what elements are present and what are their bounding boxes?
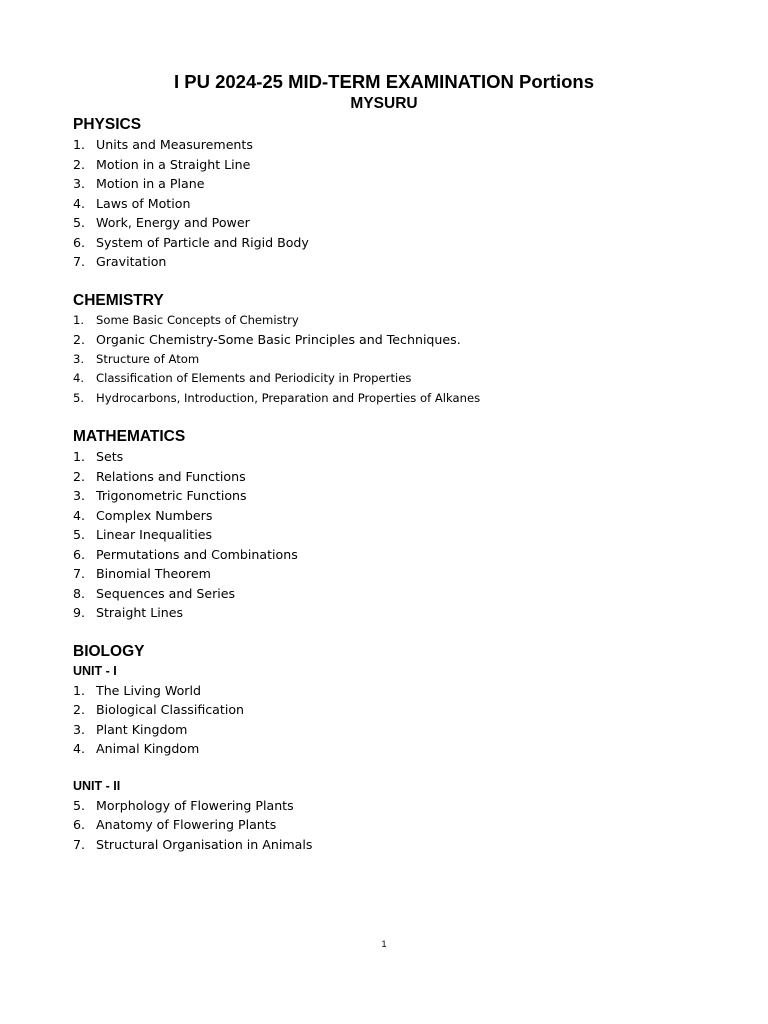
item-number: 1.: [73, 137, 86, 152]
item-label: System of Particle and Rigid Body: [96, 234, 309, 250]
item-number: 6.: [73, 817, 86, 832]
list-item: [73, 681, 713, 701]
mathematics-heading: MATHEMATICS: [73, 428, 186, 445]
item-label: Structure of Atom: [96, 351, 200, 366]
item-number: 4.: [73, 507, 86, 523]
item-number: 8.: [73, 585, 86, 601]
list-item: [73, 486, 713, 506]
item-label: Motion in a Plane: [96, 176, 205, 191]
mathematics-section: [73, 426, 713, 623]
list-item: [73, 389, 713, 409]
item-number: 9.: [73, 605, 86, 620]
item-label: Work, Energy and Power: [96, 215, 250, 230]
list-item: [73, 233, 713, 253]
physics-heading: PHYSICS: [73, 116, 142, 133]
list-item: [73, 155, 713, 175]
item-label: Straight Lines: [96, 605, 184, 620]
physics-topic-list: [73, 135, 713, 272]
item-number: 4.: [73, 371, 85, 385]
list-item: [73, 330, 713, 350]
mathematics-topic-list: [73, 447, 713, 623]
list-item: [73, 174, 713, 194]
list-item: [73, 815, 713, 835]
list-item: [73, 835, 713, 855]
item-label: Laws of Motion: [96, 195, 191, 211]
item-number: 5.: [73, 797, 86, 813]
item-label: Binomial Theorem: [96, 566, 211, 581]
biology-section: [73, 641, 713, 855]
item-number: 6.: [73, 234, 86, 250]
item-label: Units and Measurements: [96, 137, 253, 152]
item-label: Morphology of Flowering Plants: [96, 797, 294, 813]
item-number: 2.: [73, 332, 86, 347]
item-label: Classification of Elements and Periodicity in Properties: [96, 371, 412, 385]
biology-heading: BIOLOGY: [73, 642, 145, 660]
page-number: 1: [381, 939, 387, 949]
item-number: 2.: [73, 702, 86, 717]
item-number: 3.: [73, 488, 86, 503]
list-item: [73, 369, 713, 389]
item-label: Hydrocarbons, Introduction, Preparation and Properties of Alkanes: [96, 390, 481, 405]
item-number: 1.: [73, 682, 86, 698]
list-item: [73, 700, 713, 720]
unit-spacer: [73, 759, 713, 777]
list-item: [73, 506, 713, 526]
item-label: Anatomy of Flowering Plants: [96, 817, 277, 832]
chemistry-section: [73, 290, 713, 409]
biology-unit-2-list: [73, 796, 713, 855]
list-item: [73, 545, 713, 565]
section-spacer: [73, 272, 713, 290]
item-number: 3.: [73, 351, 85, 366]
item-number: 4.: [73, 195, 86, 211]
item-label: Organic Chemistry-Some Basic Principles and Techniques.: [96, 332, 461, 347]
item-number: 1.: [73, 312, 85, 327]
item-label: Complex Numbers: [96, 507, 213, 523]
list-item: [73, 525, 713, 545]
item-label: Biological Classification: [96, 702, 245, 717]
unit-2-heading: UNIT - II: [73, 778, 121, 793]
item-number: 3.: [73, 176, 86, 191]
unit-1-heading: UNIT - I: [73, 663, 117, 678]
list-item: [73, 311, 713, 331]
item-number: 2.: [73, 468, 86, 484]
item-label: Trigonometric Functions: [96, 488, 247, 503]
item-label: Linear Inequalities: [96, 527, 213, 542]
biology-unit-1-list: [73, 681, 713, 759]
item-number: 7.: [73, 254, 86, 269]
list-item: [73, 564, 713, 584]
item-label: The Living World: [96, 682, 201, 698]
item-label: Permutations and Combinations: [96, 546, 298, 562]
page-title: I PU 2024-25 MID-TERM EXAMINATION Portions: [173, 71, 595, 92]
item-number: 4.: [73, 741, 86, 756]
item-number: 3.: [73, 721, 86, 737]
list-item: [73, 135, 713, 155]
list-item: [73, 447, 713, 467]
list-item: [73, 739, 713, 759]
item-label: Some Basic Concepts of Chemistry: [96, 312, 299, 327]
list-item: [73, 213, 713, 233]
item-label: Relations and Functions: [96, 468, 246, 484]
page-subtitle: MYSURU: [350, 95, 418, 112]
item-number: 5.: [73, 390, 85, 405]
chemistry-heading: CHEMISTRY: [73, 291, 164, 309]
item-label: Motion in a Straight Line: [96, 156, 251, 172]
list-item: [73, 194, 713, 214]
list-item: [73, 252, 713, 272]
physics-section: [73, 114, 713, 272]
item-label: Animal Kingdom: [96, 741, 200, 756]
list-item: [73, 584, 713, 604]
item-number: 5.: [73, 215, 86, 230]
chemistry-topic-list: [73, 311, 713, 409]
item-number: 5.: [73, 527, 86, 542]
item-label: Gravitation: [96, 254, 167, 269]
item-label: Plant Kingdom: [96, 721, 188, 737]
section-spacer: [73, 623, 713, 641]
item-number: 7.: [73, 836, 86, 852]
item-number: 7.: [73, 566, 86, 581]
list-item: [73, 350, 713, 370]
item-label: Structural Organisation in Animals: [96, 836, 313, 852]
item-number: 1.: [73, 449, 86, 464]
list-item: [73, 603, 713, 623]
item-label: Sets: [96, 449, 124, 464]
list-item: [73, 467, 713, 487]
item-label: Sequences and Series: [96, 585, 236, 601]
section-spacer: [73, 408, 713, 426]
item-number: 6.: [73, 546, 86, 562]
list-item: [73, 720, 713, 740]
list-item: [73, 796, 713, 816]
document-body: [73, 114, 713, 854]
item-number: 2.: [73, 156, 86, 172]
